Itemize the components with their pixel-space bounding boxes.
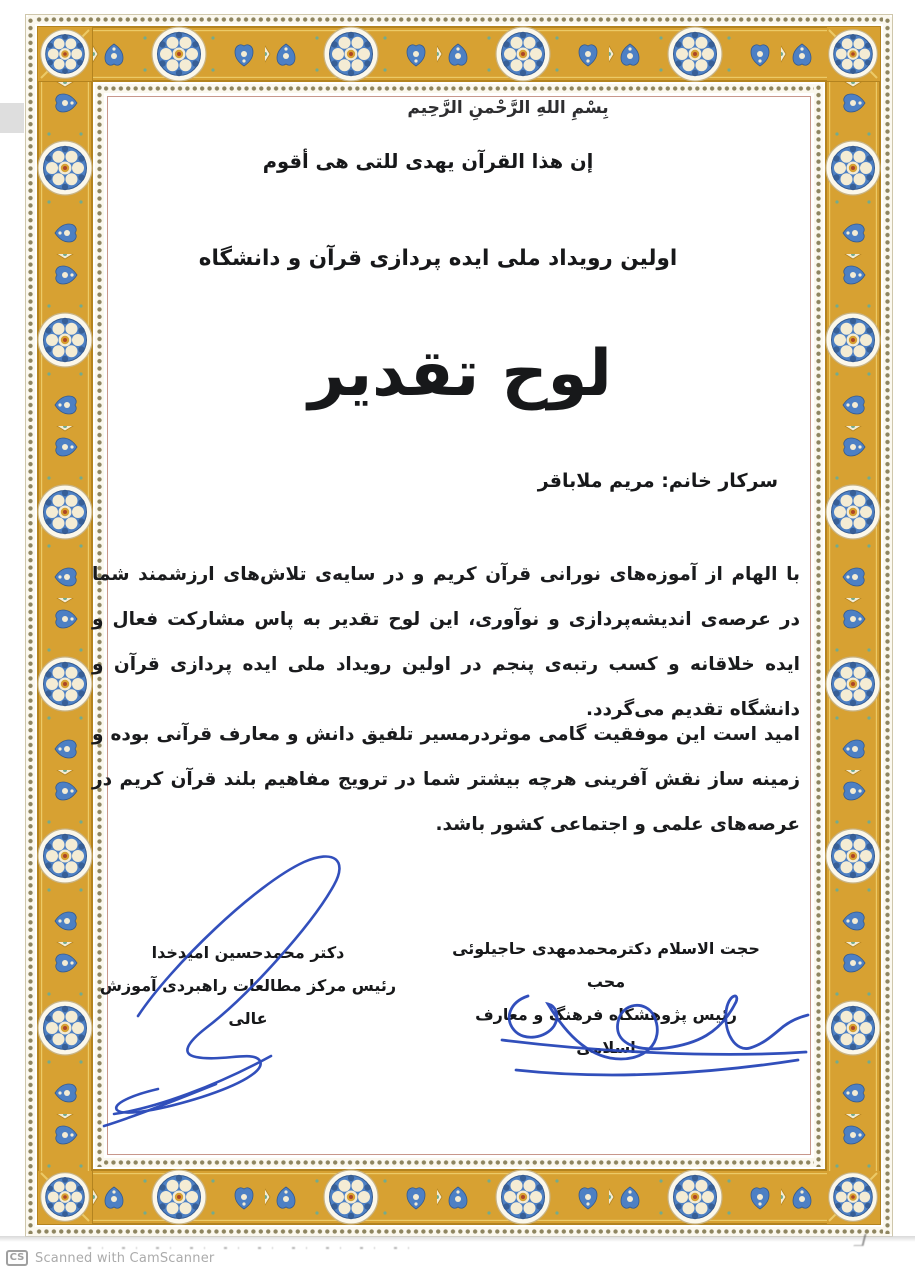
frame-band-bottom bbox=[93, 1169, 827, 1225]
camscanner-watermark-label: Scanned with CamScanner bbox=[35, 1250, 215, 1266]
frame-band-top bbox=[93, 26, 827, 82]
signatory-left-title: رئیس مرکز مطالعات راهبردی آموزش عالی bbox=[99, 976, 397, 1028]
frame-band-right bbox=[825, 82, 881, 1171]
frame-band-left bbox=[37, 82, 93, 1171]
frame-bead-strip bbox=[28, 1227, 890, 1236]
frame-bead-strip bbox=[814, 84, 823, 1167]
certificate-main-title: لوح تقدیر bbox=[308, 337, 612, 411]
frame-corner-ornament bbox=[825, 26, 881, 82]
signatory-right-name: حجت الاسلام دکترمحمدمهدی حاجیلوئی محب bbox=[452, 939, 760, 991]
frame-corner-ornament bbox=[825, 1169, 881, 1225]
body-paragraph-2: امید است این موفقیت گامی موثردرمسیر تلفیق دانش و معارف قرآنی بوده و زمینه ساز نقش آفرینی هرچه بیشتر شما در ترویج مفاهیم بلند قرآن کریم در عرصه‌های علمی و اجتماعی کشور باشد. bbox=[92, 724, 800, 835]
handwritten-signature-left bbox=[96, 848, 356, 1130]
frame-bead-strip bbox=[95, 84, 823, 93]
frame-corner-ornament bbox=[37, 1169, 93, 1225]
frame-bead-strip bbox=[883, 17, 892, 1234]
camscanner-watermark bbox=[6, 1250, 214, 1266]
cropped-text-artifact bbox=[854, 1234, 867, 1246]
frame-bead-strip bbox=[28, 15, 890, 24]
bismillah-calligraphy: بِسْمِ اللهِ الرَّحْمنِ الرَّحِیم bbox=[407, 98, 609, 118]
event-title: اولین رویداد ملی ایده پردازی قرآن و دانشگاه bbox=[198, 246, 678, 271]
body-paragraph-1: با الهام از آموزه‌های نورانی قرآن کریم و در سایه‌ی تلاش‌های ارزشمند شما در عرصه‌ی اندیشه‌پردازی و نوآوری، این لوح تقدیر به پاس مشارکت فعال و ایده خلاقانه و کسب رتبه‌ی پنجم در اولین رویداد ملی ایده پردازی قرآن و دانشگاه تقدیم می‌گردد. bbox=[92, 564, 800, 720]
frame-bead-strip bbox=[26, 17, 35, 1234]
signatory-right-title: رئیس پژوهشگاه فرهنگ و معارف اسلامی bbox=[475, 1005, 737, 1057]
handwritten-signature-right bbox=[498, 990, 814, 1090]
signatory-left-name: دکتر محمدحسین امیدخدا bbox=[151, 943, 345, 962]
frame-corner-ornament bbox=[37, 26, 93, 82]
paper-bottom-shadow bbox=[0, 1236, 915, 1242]
recipient-name-line: سرکار خانم: مریم ملاباقر bbox=[537, 470, 778, 492]
scan-edge-artifact bbox=[0, 103, 24, 133]
quran-verse: إن هذا القرآن یهدی للتی هی أقوم bbox=[262, 150, 594, 173]
camscanner-cs-icon: CS bbox=[6, 1250, 28, 1266]
frame-bead-strip bbox=[95, 1158, 823, 1167]
